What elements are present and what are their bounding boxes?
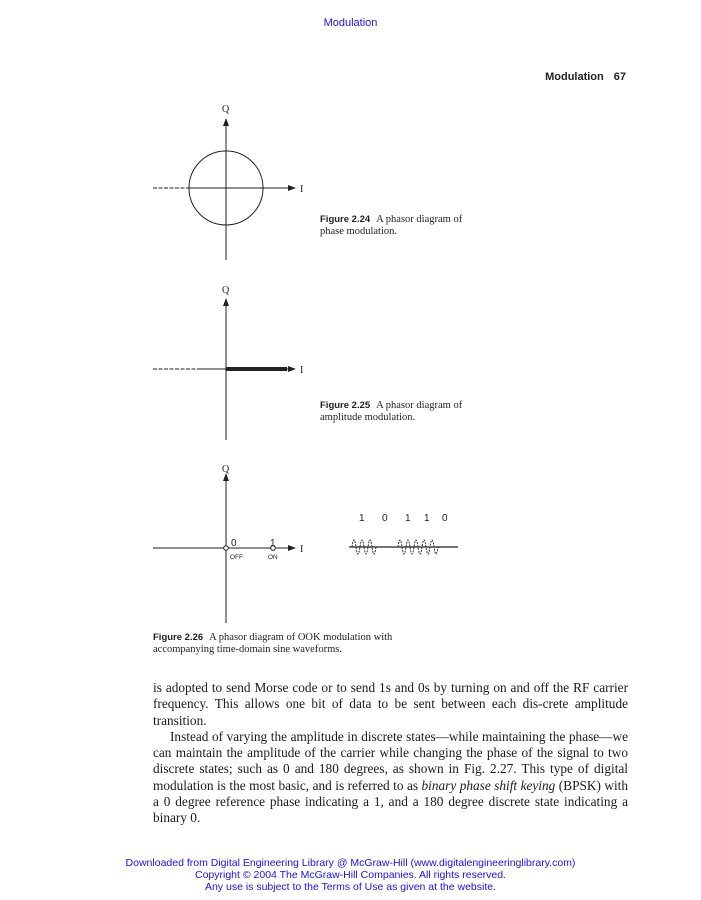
fig226-q-label: Q: [222, 464, 230, 475]
figure-2-24-label: Figure 2.24: [320, 214, 371, 225]
fig224-i-label: I: [300, 184, 304, 195]
footer-copyright: Copyright © 2004 The McGraw-Hill Companies. All rights reserved.: [195, 869, 506, 881]
fig226-off-point: [224, 546, 229, 551]
section-title: Modulation: [545, 71, 604, 83]
body-paragraph-2-start: Instead of varying the amplitude in discrete states—while maintaining the phase—we can maintain the amplitude of the carrier while changing the phase of the signal to two discrete states; such as 0 and 180 degrees, as shown in Fig. 2.27. This type of digital modulation is the most basic, and is referred to as: [153, 728, 628, 793]
fig226-bit-labels: [359, 513, 448, 524]
figure-2-26-caption-line2: accompanying time-domain sine waveforms.: [153, 644, 342, 655]
body-paragraph-2-term: binary phase shift keying: [421, 777, 556, 793]
figure-2-25-caption: [320, 400, 462, 424]
fig226-bit-label: 1: [405, 513, 411, 524]
fig226-zero-label: 0: [231, 538, 237, 549]
footer-terms-link[interactable]: Any use is subject to the Terms of Use as given at the website.: [204, 881, 497, 893]
figure-2-24-caption-line2: phase modulation.: [320, 226, 397, 237]
body-paragraph-2-end: (BPSK) with a 0 degree reference phase indicating a 1, and a 180 degree discrete state indicating a binary 0.: [153, 777, 629, 826]
fig224-q-label: Q: [222, 104, 230, 115]
figure-2-26-caption: [153, 632, 392, 656]
fig226-bit-label: 1: [424, 513, 430, 524]
fig226-on-label: ON: [268, 554, 278, 561]
figure-2-25-diagram: [0, 270, 701, 470]
fig226-bit-label: 0: [382, 513, 388, 524]
fig225-q-label: Q: [222, 285, 230, 296]
figure-2-26-caption-line1: A phasor diagram of OOK modulation with: [209, 632, 393, 643]
body-paragraph-2: [153, 729, 628, 827]
fig225-i-label: I: [300, 365, 304, 376]
page-number: 67: [613, 71, 626, 83]
figure-2-24-caption-line1: A phasor diagram of: [376, 214, 463, 225]
figure-2-25-label: Figure 2.25: [320, 400, 371, 411]
fig226-waveform: [349, 540, 458, 554]
body-text: [153, 680, 628, 827]
figure-2-26-label: Figure 2.26: [153, 632, 204, 643]
footer-download-link[interactable]: Downloaded from Digital Engineering Library @ McGraw-Hill (www.digitalengineeringlibrary.com): [125, 857, 576, 869]
figure-2-24-caption: [320, 214, 462, 238]
figure-2-26-diagram: [0, 455, 701, 645]
fig226-one-label: 1: [270, 538, 276, 549]
figure-2-25-caption-line2: amplitude modulation.: [320, 412, 416, 423]
figure-2-25-caption-line1: A phasor diagram of: [376, 400, 463, 411]
fig226-off-label: OFF: [230, 554, 243, 561]
footer: [0, 857, 701, 893]
fig226-bit-label: 1: [359, 513, 365, 524]
fig226-bit-label: 0: [442, 513, 448, 524]
top-link-modulation[interactable]: Modulation: [323, 17, 378, 29]
fig226-i-label: I: [300, 544, 304, 555]
body-paragraph-1: is adopted to send Morse code or to send 1s and 0s by turning on and off the RF carrier frequency. This allows one bit of data to be sent between each dis-crete amplitude transition.: [153, 680, 628, 728]
